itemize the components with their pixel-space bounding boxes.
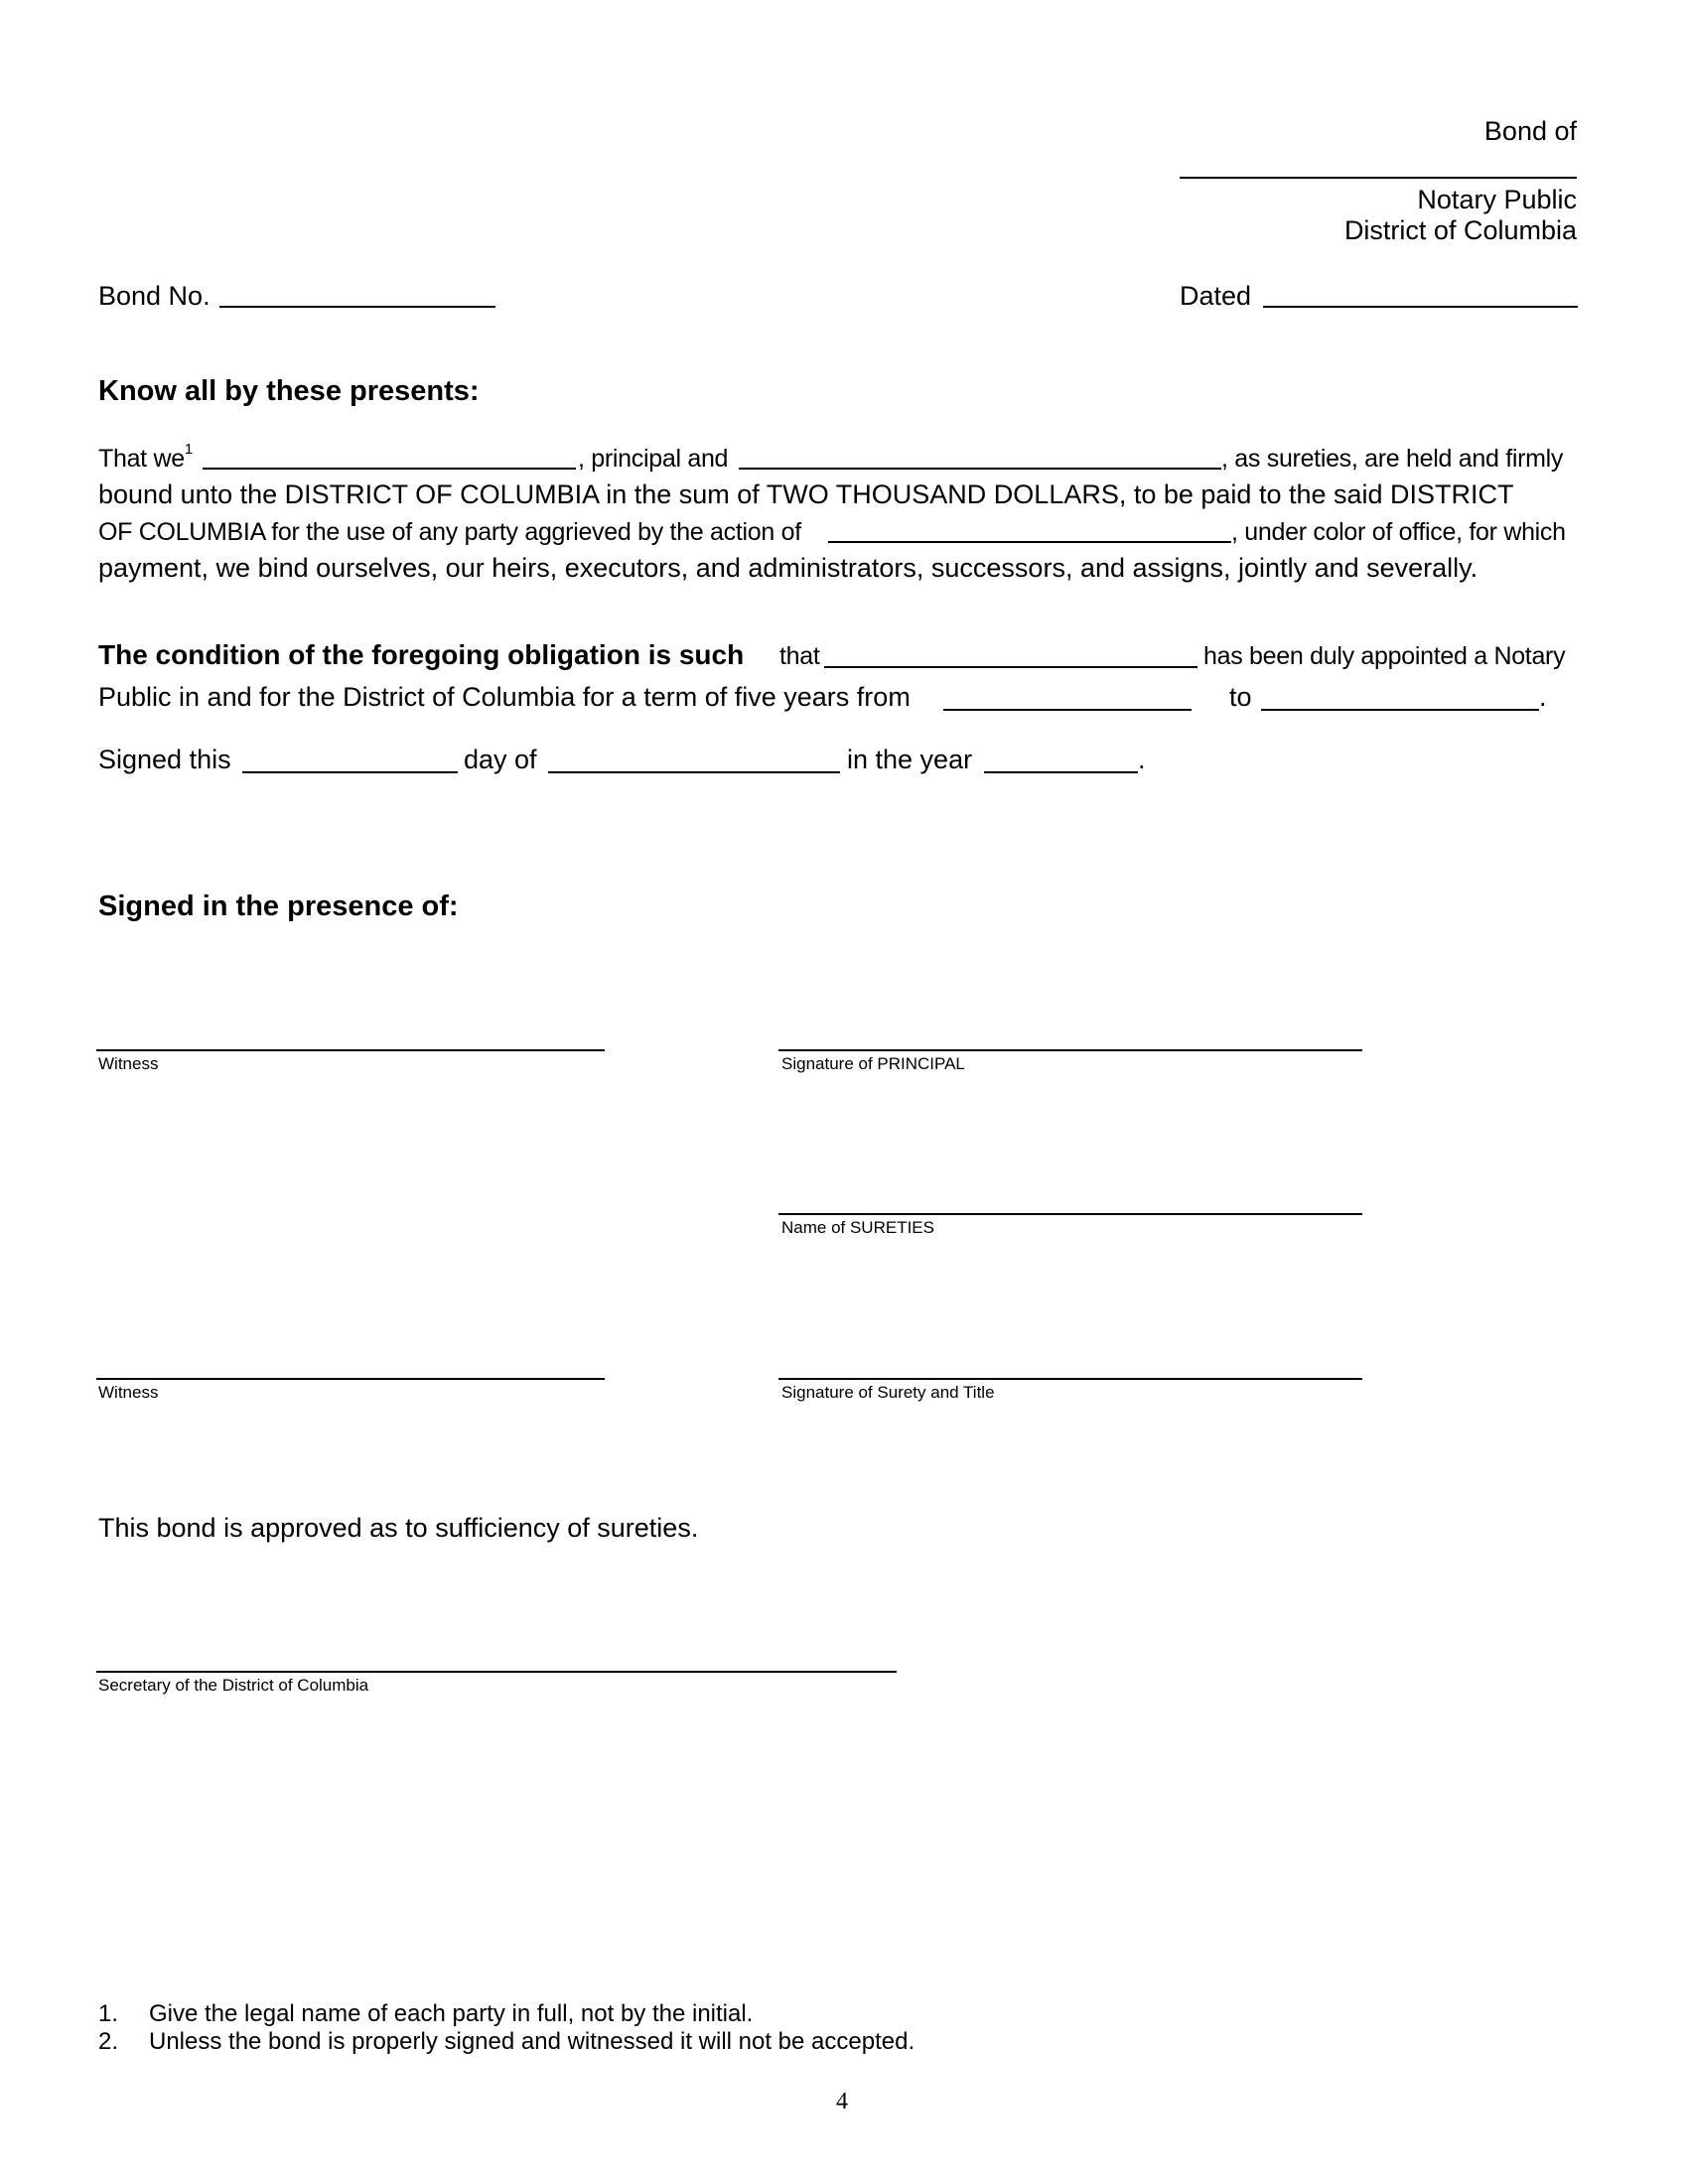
surety-signature-line[interactable] <box>778 1378 1362 1380</box>
payment-text: payment, we bind ourselves, our heirs, executors, and administrators, successors, and assigns, jointly and severally. <box>98 553 1478 583</box>
to-label: to <box>1229 682 1252 712</box>
notary-public-label: Notary Public <box>1417 185 1577 214</box>
surety-signature-caption: Signature of Surety and Title <box>781 1383 995 1402</box>
principal-and-text: , principal and <box>578 445 729 473</box>
dated-field[interactable] <box>1263 306 1578 308</box>
witness-2-caption: Witness <box>98 1383 159 1402</box>
signed-period: . <box>1138 745 1146 774</box>
of-columbia-text: OF COLUMBIA for the use of any party aggrieved by the action of <box>98 518 801 546</box>
bond-of-label: Bond of <box>1483 116 1577 146</box>
term-period: . <box>1539 682 1547 712</box>
dated-label: Dated <box>1180 281 1252 311</box>
duly-appointed-text: has been duly appointed a Notary <box>1203 642 1566 670</box>
witness-1-line[interactable] <box>96 1049 605 1051</box>
footnote-ref-1: 1 <box>184 441 193 458</box>
know-all-heading: Know all by these presents: <box>98 375 480 407</box>
principal-signature-line[interactable] <box>778 1049 1362 1051</box>
secretary-signature-line[interactable] <box>96 1671 897 1673</box>
that-we-text <box>98 443 193 475</box>
sureties-name-line[interactable] <box>778 1213 1362 1215</box>
district-label: District of Columbia <box>1343 215 1577 245</box>
that-label: that <box>779 642 820 670</box>
day-of-label: day of <box>464 745 537 774</box>
bond-no-field[interactable] <box>219 306 495 308</box>
in-the-year-label: in the year <box>847 745 973 774</box>
appointee-field[interactable] <box>824 666 1197 668</box>
secretary-caption: Secretary of the District of Columbia <box>98 1676 369 1695</box>
footnote-1-text: Give the legal name of each party in full, not by the initial. <box>149 2000 754 2027</box>
presence-heading: Signed in the presence of: <box>98 890 459 922</box>
condition-heading: The condition of the foregoing obligation is such <box>98 639 745 670</box>
signed-year-field[interactable] <box>984 771 1138 773</box>
principal-signature-caption: Signature of PRINCIPAL <box>781 1054 965 1073</box>
footnote-2-num: 2. <box>98 2028 119 2055</box>
bound-unto-text: bound unto the DISTRICT OF COLUMBIA in the sum of TWO THOUSAND DOLLARS, to be paid to the said DISTRICT <box>98 479 1514 509</box>
aggrieved-party-field[interactable] <box>828 541 1231 543</box>
that-we-label: That we <box>98 445 185 473</box>
signed-month-field[interactable] <box>548 771 840 773</box>
footnote-1-num: 1. <box>98 2000 119 2027</box>
sureties-field[interactable] <box>739 468 1221 470</box>
public-in-text: Public in and for the District of Columbia for a term of five years from <box>98 682 911 712</box>
sureties-name-caption: Name of SURETIES <box>781 1218 934 1237</box>
signed-this-label: Signed this <box>98 745 231 774</box>
notary-name-line[interactable] <box>1180 177 1577 179</box>
term-to-field[interactable] <box>1261 709 1539 711</box>
principal-field[interactable] <box>203 468 576 470</box>
bond-no-label: Bond No. <box>98 281 211 311</box>
witness-2-line[interactable] <box>96 1378 605 1380</box>
under-color-text: , under color of office, for which <box>1231 518 1566 546</box>
page-number: 4 <box>836 2089 848 2115</box>
signed-day-field[interactable] <box>242 771 458 773</box>
approval-text: This bond is approved as to sufficiency of sureties. <box>98 1513 699 1543</box>
footnote-2-text: Unless the bond is properly signed and witnessed it will not be accepted. <box>149 2028 915 2055</box>
term-from-field[interactable] <box>943 709 1192 711</box>
sureties-held-text: , as sureties, are held and firmly <box>1221 445 1564 473</box>
witness-1-caption: Witness <box>98 1054 159 1073</box>
